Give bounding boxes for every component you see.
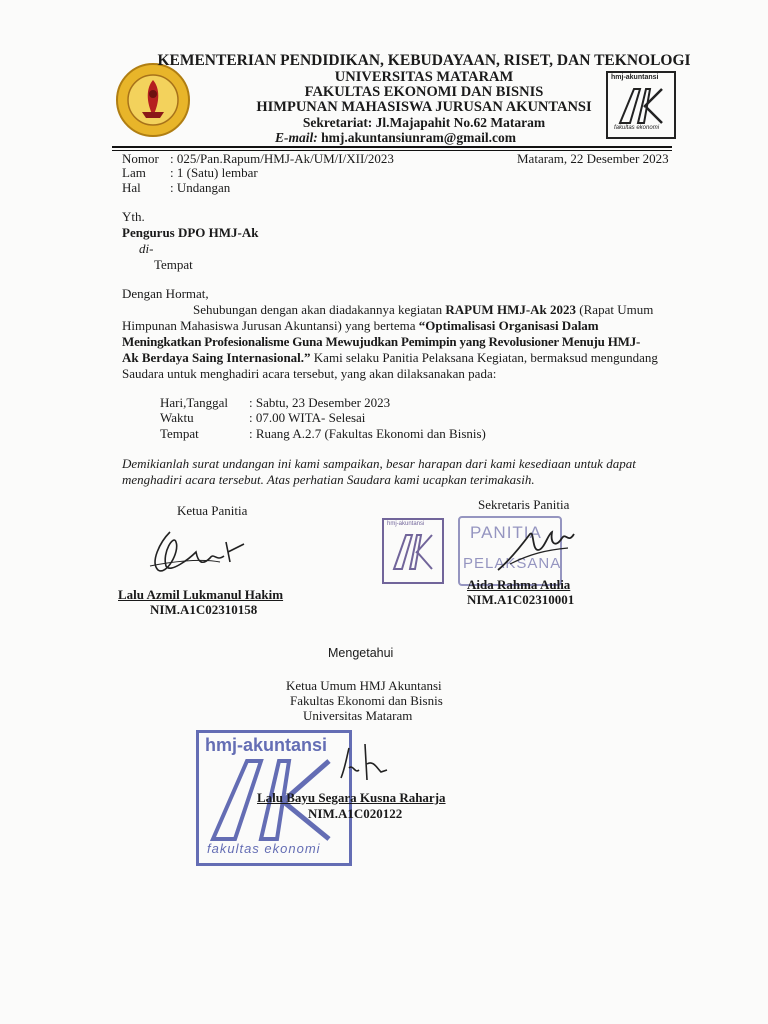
tempat-label: Tempat (160, 426, 199, 441)
paragraph-line-5: Saudara untuk menghadiri acara tersebut, yang akan dilaksanakan pada: (122, 366, 497, 381)
letterhead-divider (112, 146, 672, 148)
p1-l2-a: Himpunan Mahasiswa Jurusan Akuntansi) yang bertema (122, 318, 419, 333)
hmj-stamp-small-top: hmj-akuntansi (387, 521, 425, 527)
mengetahui-label: Mengetahui (328, 646, 394, 660)
letterhead-ministry: KEMENTERIAN PENDIDIKAN, KEBUDAYAAN, RISET, DAN TEKNOLOGI (157, 52, 691, 69)
waktu-value: : 07.00 WITA- Selesai (249, 410, 366, 425)
waktu-label: Waktu (160, 410, 194, 425)
panitia-stamp-line1: PANITIA (470, 523, 542, 542)
email-address: hmj.akuntansiunram@gmail.com (321, 130, 516, 145)
p1-l1-b: RAPUM HMJ-Ak 2023 (445, 302, 577, 317)
p1-l1-c: (Rapat Umum (576, 302, 654, 317)
recipient-place: Tempat (154, 257, 193, 272)
letter-date: Mataram, 22 Desember 2023 (517, 151, 669, 166)
paragraph-line-4 (122, 350, 658, 366)
hal-value: : Undangan (170, 180, 231, 195)
lampiran-label: Lam (122, 165, 146, 180)
hari-label: Hari,Tanggal (160, 395, 229, 410)
ketua-umum-title-3: Universitas Mataram (303, 708, 413, 723)
ketua-umum-title-1: Ketua Umum HMJ Akuntansi (286, 678, 442, 693)
ketua-nim: NIM.A1C02310158 (150, 602, 258, 617)
paragraph-line-2 (122, 318, 599, 334)
ketua-umum-name: Lalu Bayu Segara Kusna Raharja (257, 790, 446, 805)
hmj-stamp-large-top: hmj-akuntansi (205, 735, 328, 755)
sekretaris-nim: NIM.A1C02310001 (467, 592, 575, 607)
p1-l4-b: Kami selaku Panitia Pelaksana Kegiatan, bermaksud mengundang (310, 350, 658, 365)
ketua-title: Ketua Panitia (177, 503, 248, 518)
sekretaris-title: Sekretaris Panitia (478, 497, 570, 512)
letterhead-association: HIMPUNAN MAHASISWA JURUSAN AKUNTANSI (256, 99, 592, 115)
email-label: E-mail: (275, 130, 318, 145)
nomor-value: : 025/Pan.Rapum/HMJ-Ak/UM/I/XII/2023 (170, 151, 394, 166)
hmj-stamp-small (382, 518, 444, 584)
letterhead-university: UNIVERSITAS MATARAM (334, 69, 514, 85)
ak-stamp-icon (390, 531, 436, 571)
ketua-umum-title-2: Fakultas Ekonomi dan Bisnis (290, 693, 443, 708)
paragraph-line-1 (193, 302, 653, 318)
recipient-yth: Yth. (122, 209, 145, 224)
p1-l1-a: Sehubungan dengan akan diadakannya kegiatan (193, 302, 446, 317)
closing-line-1: Demikianlah surat undangan ini kami sampaikan, besar harapan dari kami kesediaan untuk dapat (122, 456, 636, 471)
hari-value: : Sabtu, 23 Desember 2023 (249, 395, 391, 410)
sekretaris-signature-icon (490, 520, 580, 580)
hal-label: Hal (122, 180, 141, 195)
hmj-logo-bottom-text: fakultas ekonomi (614, 125, 660, 131)
ak-mark-icon (616, 85, 666, 125)
hmj-ak-logo (606, 71, 676, 139)
panitia-stamp-line2: PELAKSANA (463, 555, 562, 572)
letterhead-email-line (275, 130, 516, 146)
ketua-umum-nim: NIM.A1C020122 (308, 806, 403, 821)
ketua-signature-icon (140, 522, 260, 580)
paragraph-line-3: Meningkatkan Profesionalisme Guna Mewujudkan Pemimpin yang Revolusioner Menuju HMJ- (122, 334, 641, 349)
recipient-name: Pengurus DPO HMJ-Ak (122, 225, 259, 240)
letterhead-address: Sekretariat: Jl.Majapahit No.62 Mataram (302, 115, 546, 130)
sekretaris-name: Aida Rahma Aulia (467, 577, 571, 592)
p1-l2-b: “Optimalisasi Organisasi Dalam (418, 318, 599, 333)
ketua-name: Lalu Azmil Lukmanul Hakim (118, 587, 284, 602)
hmj-stamp-large-bottom: fakultas ekonomi (207, 841, 321, 856)
p1-l4-a: Ak Berdaya Saing Internasional.” (122, 350, 311, 365)
closing-line-2: menghadiri acara tersebut. Atas perhatian Saudara kami ucapkan terimakasih. (122, 472, 535, 487)
letterhead-faculty: FAKULTAS EKONOMI DAN BISNIS (304, 84, 544, 100)
hmj-logo-top-text: hmj-akuntansi (611, 74, 659, 81)
recipient-di: di- (139, 241, 154, 256)
nomor-label: Nomor (122, 151, 159, 166)
ketua-umum-signature-icon (335, 738, 395, 790)
lampiran-value: : 1 (Satu) lembar (170, 165, 258, 180)
greeting: Dengan Hormat, (122, 286, 209, 301)
tempat-value: : Ruang A.2.7 (Fakultas Ekonomi dan Bisnis) (249, 426, 486, 441)
